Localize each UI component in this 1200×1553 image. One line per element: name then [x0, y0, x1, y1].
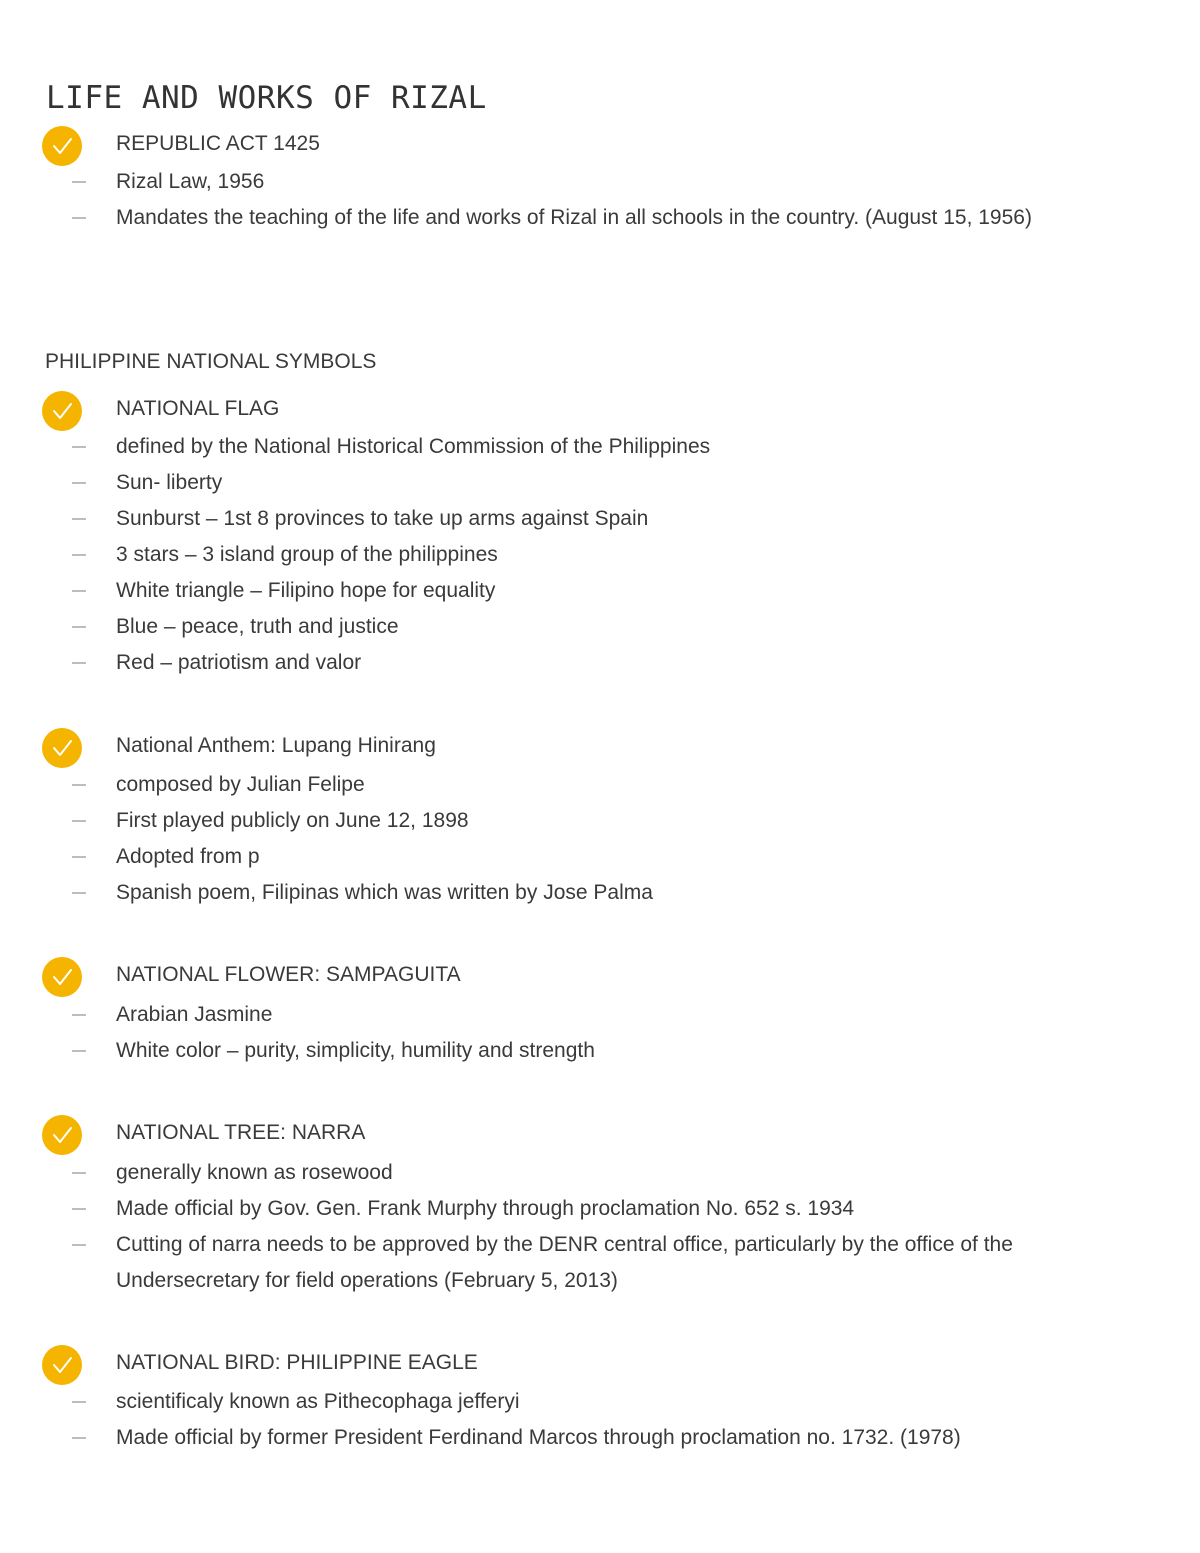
item-national-anthem — [0, 728, 1200, 911]
list-item-text: Rizal Law, 1956 — [116, 170, 265, 193]
item-header — [0, 1115, 1200, 1151]
list-item — [0, 200, 1200, 236]
list-item-text: Mandates the teaching of the life and works of Rizal in all schools in the country. (August 15, 1956) — [116, 206, 1032, 229]
dash-icon — [72, 1014, 86, 1016]
list-item-text: Made official by Gov. Gen. Frank Murphy through proclamation No. 652 s. 1934 — [116, 1197, 855, 1220]
list-item — [0, 164, 1200, 200]
bullet-list — [0, 1155, 1200, 1299]
item-national-flag — [0, 391, 1200, 681]
dash-icon — [72, 892, 86, 894]
dash-icon — [72, 518, 86, 520]
list-item-text: Cutting of narra needs to be approved by the DENR central office, particularly by the office of the Undersecretary for field operations (February 5, 2013) — [116, 1233, 1013, 1292]
list-item — [0, 839, 1200, 875]
dash-icon — [72, 482, 86, 484]
dash-icon — [72, 856, 86, 858]
list-item — [0, 609, 1200, 645]
list-item — [0, 501, 1200, 537]
list-item — [0, 1420, 1200, 1456]
list-item-text: Blue – peace, truth and justice — [116, 615, 399, 638]
bullet-list — [0, 997, 1200, 1069]
dash-icon — [72, 181, 86, 183]
item-national-tree — [0, 1115, 1200, 1299]
bullet-list — [0, 767, 1200, 911]
item-national-bird — [0, 1345, 1200, 1456]
list-item-text: Spanish poem, Filipinas which was written by Jose Palma — [116, 881, 653, 904]
item-title: REPUBLIC ACT 1425 — [116, 132, 320, 155]
bullet-list — [0, 429, 1200, 681]
list-item — [0, 997, 1200, 1033]
list-item-text: First played publicly on June 12, 1898 — [116, 809, 469, 832]
dash-icon — [72, 1050, 86, 1052]
item-title: National Anthem: Lupang Hinirang — [116, 734, 436, 757]
bullet-list — [0, 1384, 1200, 1456]
list-item-text: scientificaly known as Pithecophaga jefferyi — [116, 1390, 520, 1413]
list-item — [0, 1384, 1200, 1420]
item-header — [0, 391, 1200, 427]
list-item-text: Red – patriotism and valor — [116, 651, 362, 674]
list-item — [0, 537, 1200, 573]
item-title: NATIONAL FLAG — [116, 397, 280, 420]
item-title: NATIONAL TREE: NARRA — [116, 1121, 366, 1144]
item-header — [0, 126, 1200, 162]
dash-icon — [72, 590, 86, 592]
list-item-text: White color – purity, simplicity, humility and strength — [116, 1039, 595, 1062]
dash-icon — [72, 662, 86, 664]
section-heading: PHILIPPINE NATIONAL SYMBOLS — [45, 350, 377, 373]
dash-icon — [72, 1208, 86, 1210]
dash-icon — [72, 784, 86, 786]
list-item-text: Arabian Jasmine — [116, 1003, 273, 1026]
list-item — [0, 573, 1200, 609]
list-item-text: White triangle – Filipino hope for equality — [116, 579, 496, 602]
list-item-text: composed by Julian Felipe — [116, 773, 365, 796]
list-item-text: 3 stars – 3 island group of the philippines — [116, 543, 498, 566]
item-header — [0, 728, 1200, 764]
list-item — [0, 767, 1200, 803]
item-header — [0, 957, 1200, 993]
list-item — [0, 1191, 1200, 1227]
list-item — [0, 1227, 1200, 1299]
dash-icon — [72, 1244, 86, 1246]
dash-icon — [72, 1437, 86, 1439]
list-item-text: Sunburst – 1st 8 provinces to take up arms against Spain — [116, 507, 649, 530]
item-title: NATIONAL FLOWER: SAMPAGUITA — [116, 963, 461, 986]
check-circle-icon[interactable] — [42, 391, 82, 431]
list-item-text: Made official by former President Ferdinand Marcos through proclamation no. 1732. (1978) — [116, 1426, 961, 1449]
dash-icon — [72, 446, 86, 448]
item-title: NATIONAL BIRD: PHILIPPINE EAGLE — [116, 1351, 478, 1374]
list-item — [0, 803, 1200, 839]
dash-icon — [72, 1401, 86, 1403]
document-title: LIFE AND WORKS OF RIZAL — [46, 80, 487, 116]
dash-icon — [72, 626, 86, 628]
item-national-flower — [0, 957, 1200, 1069]
item-republic-act — [0, 126, 1200, 236]
list-item-text: Adopted from p — [116, 845, 260, 868]
list-item — [0, 465, 1200, 501]
list-item — [0, 429, 1200, 465]
list-item — [0, 1033, 1200, 1069]
item-header — [0, 1345, 1200, 1381]
dash-icon — [72, 1172, 86, 1174]
list-item — [0, 1155, 1200, 1191]
check-circle-icon[interactable] — [42, 1115, 82, 1155]
dash-icon — [72, 820, 86, 822]
list-item-text: defined by the National Historical Commission of the Philippines — [116, 435, 711, 458]
check-circle-icon[interactable] — [42, 957, 82, 997]
list-item-text: Sun- liberty — [116, 471, 223, 494]
check-circle-icon[interactable] — [42, 126, 82, 166]
bullet-list — [0, 164, 1200, 236]
check-circle-icon[interactable] — [42, 1345, 82, 1385]
list-item — [0, 875, 1200, 911]
dash-icon — [72, 217, 86, 219]
check-circle-icon[interactable] — [42, 728, 82, 768]
list-item — [0, 645, 1200, 681]
dash-icon — [72, 554, 86, 556]
list-item-text: generally known as rosewood — [116, 1161, 393, 1184]
